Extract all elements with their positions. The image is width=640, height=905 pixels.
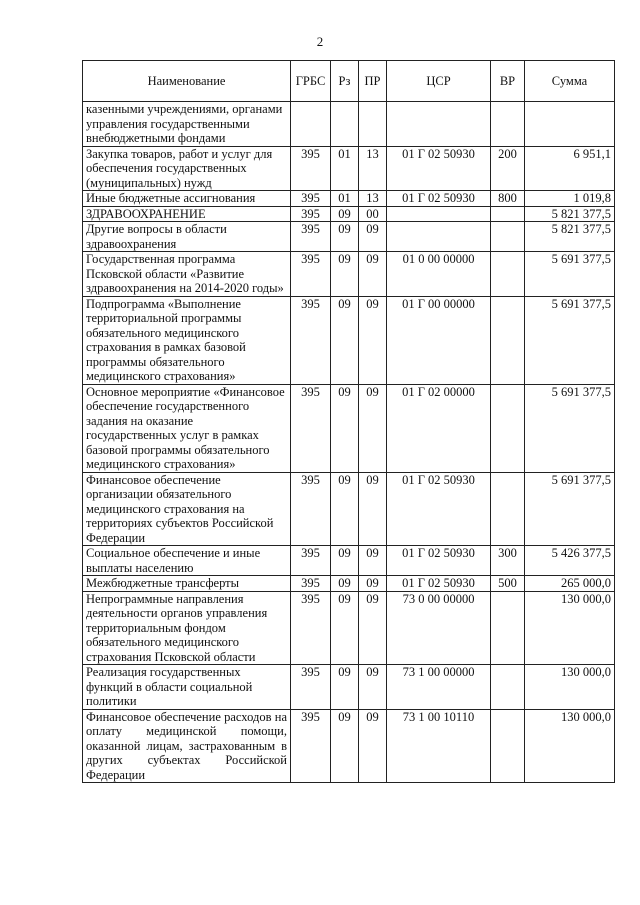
row-rz: 01 — [331, 146, 359, 191]
row-sum — [525, 102, 615, 147]
row-rz: 01 — [331, 191, 359, 207]
row-csr: 01 Г 02 00000 — [387, 384, 491, 472]
row-sum: 130 000,0 — [525, 591, 615, 665]
row-rz: 09 — [331, 591, 359, 665]
row-csr: 01 Г 02 50930 — [387, 546, 491, 576]
row-csr: 01 0 00 00000 — [387, 252, 491, 297]
row-vr — [491, 384, 525, 472]
row-rz: 09 — [331, 576, 359, 592]
row-grbs: 395 — [291, 296, 331, 384]
row-csr: 73 1 00 10110 — [387, 709, 491, 783]
row-vr: 800 — [491, 191, 525, 207]
row-csr: 01 Г 02 50930 — [387, 146, 491, 191]
row-sum: 5 426 377,5 — [525, 546, 615, 576]
row-vr — [491, 472, 525, 546]
row-sum: 6 951,1 — [525, 146, 615, 191]
row-csr: 01 Г 02 50930 — [387, 576, 491, 592]
row-pr: 09 — [359, 222, 387, 252]
row-name: Другие вопросы в области здравоохранения — [83, 222, 291, 252]
table-row — [83, 206, 615, 222]
row-name: ЗДРАВООХРАНЕНИЕ — [83, 206, 291, 222]
row-pr: 13 — [359, 191, 387, 207]
row-name: Государственная программа Псковской области «Развитие здравоохранения на 2014-2020 годы» — [83, 252, 291, 297]
row-rz — [331, 102, 359, 147]
row-grbs: 395 — [291, 665, 331, 710]
row-pr — [359, 102, 387, 147]
table-row — [83, 146, 615, 191]
row-csr: 01 Г 02 50930 — [387, 472, 491, 546]
row-name: Непрограммные направления деятельности органов управления территориальным фондом обязательного медицинского страхования Псковской области — [83, 591, 291, 665]
row-rz: 09 — [331, 709, 359, 783]
table-row — [83, 102, 615, 147]
row-csr: 73 1 00 00000 — [387, 665, 491, 710]
row-pr: 09 — [359, 709, 387, 783]
row-name: казенными учреждениями, органами управления государственными внебюджетными фондами — [83, 102, 291, 147]
row-rz: 09 — [331, 252, 359, 297]
header-name: Наименование — [83, 61, 291, 102]
table-row — [83, 591, 615, 665]
row-pr: 09 — [359, 591, 387, 665]
header-pr: ПР — [359, 61, 387, 102]
row-pr: 09 — [359, 252, 387, 297]
row-vr: 200 — [491, 146, 525, 191]
row-vr — [491, 709, 525, 783]
table-row — [83, 709, 615, 783]
row-name: Финансовое обеспечение организации обязательного медицинского страхования на территориях субъектов Российской Федерации — [83, 472, 291, 546]
table-row — [83, 296, 615, 384]
row-vr — [491, 665, 525, 710]
table-row — [83, 252, 615, 297]
row-name: Подпрограмма «Выполнение территориальной программы обязательного медицинского страхования в рамках базовой программы обязательного медицинского страхования» — [83, 296, 291, 384]
row-name: Иные бюджетные ассигнования — [83, 191, 291, 207]
row-name: Реализация государственных функций в области социальной политики — [83, 665, 291, 710]
header-rz: Рз — [331, 61, 359, 102]
row-csr — [387, 206, 491, 222]
header-row — [83, 61, 615, 102]
row-name: Межбюджетные трансферты — [83, 576, 291, 592]
row-grbs: 395 — [291, 576, 331, 592]
row-pr: 13 — [359, 146, 387, 191]
row-vr — [491, 102, 525, 147]
table-row — [83, 472, 615, 546]
row-vr: 500 — [491, 576, 525, 592]
row-sum: 5 821 377,5 — [525, 222, 615, 252]
row-csr — [387, 102, 491, 147]
header-csr: ЦСР — [387, 61, 491, 102]
row-csr: 01 Г 00 00000 — [387, 296, 491, 384]
row-grbs: 395 — [291, 222, 331, 252]
row-rz: 09 — [331, 472, 359, 546]
row-name: Финансовое обеспечение расходов на оплату медицинской помощи, оказанной лицам, застрахованным в других субъектах Российской Федерации — [83, 709, 291, 783]
row-sum: 5 691 377,5 — [525, 252, 615, 297]
row-sum: 130 000,0 — [525, 665, 615, 710]
row-vr — [491, 296, 525, 384]
row-vr — [491, 591, 525, 665]
row-grbs: 395 — [291, 206, 331, 222]
row-sum: 5 691 377,5 — [525, 296, 615, 384]
table-row — [83, 222, 615, 252]
row-rz: 09 — [331, 296, 359, 384]
header-vr: ВР — [491, 61, 525, 102]
header-grbs: ГРБС — [291, 61, 331, 102]
row-csr: 01 Г 02 50930 — [387, 191, 491, 207]
row-grbs: 395 — [291, 191, 331, 207]
row-rz: 09 — [331, 546, 359, 576]
header-sum: Сумма — [525, 61, 615, 102]
row-grbs: 395 — [291, 384, 331, 472]
row-grbs: 395 — [291, 709, 331, 783]
table-row — [83, 191, 615, 207]
row-grbs: 395 — [291, 591, 331, 665]
row-sum: 5 821 377,5 — [525, 206, 615, 222]
row-sum: 5 691 377,5 — [525, 472, 615, 546]
row-grbs: 395 — [291, 546, 331, 576]
table-row — [83, 546, 615, 576]
row-pr: 09 — [359, 665, 387, 710]
row-csr: 73 0 00 00000 — [387, 591, 491, 665]
row-csr — [387, 222, 491, 252]
row-name: Социальное обеспечение и иные выплаты населению — [83, 546, 291, 576]
row-pr: 09 — [359, 472, 387, 546]
row-pr: 09 — [359, 296, 387, 384]
row-grbs: 395 — [291, 472, 331, 546]
row-grbs — [291, 102, 331, 147]
row-rz: 09 — [331, 222, 359, 252]
row-pr: 09 — [359, 384, 387, 472]
row-name: Закупка товаров, работ и услуг для обеспечения государственных (муниципальных) нужд — [83, 146, 291, 191]
row-pr: 09 — [359, 546, 387, 576]
row-sum: 130 000,0 — [525, 709, 615, 783]
row-grbs: 395 — [291, 146, 331, 191]
row-pr: 09 — [359, 576, 387, 592]
row-sum: 265 000,0 — [525, 576, 615, 592]
row-pr: 00 — [359, 206, 387, 222]
row-sum: 5 691 377,5 — [525, 384, 615, 472]
row-grbs: 395 — [291, 252, 331, 297]
table-row — [83, 384, 615, 472]
row-rz: 09 — [331, 665, 359, 710]
row-vr: 300 — [491, 546, 525, 576]
budget-table — [82, 60, 615, 783]
row-name: Основное мероприятие «Финансовое обеспечение государственного задания на оказание государственных услуг в рамках базовой программы обязательного медицинского страхования» — [83, 384, 291, 472]
row-rz: 09 — [331, 206, 359, 222]
row-vr — [491, 252, 525, 297]
row-vr — [491, 206, 525, 222]
row-rz: 09 — [331, 384, 359, 472]
page-number: 2 — [316, 34, 324, 49]
row-sum: 1 019,8 — [525, 191, 615, 207]
table-row — [83, 665, 615, 710]
table-row — [83, 576, 615, 592]
row-vr — [491, 222, 525, 252]
